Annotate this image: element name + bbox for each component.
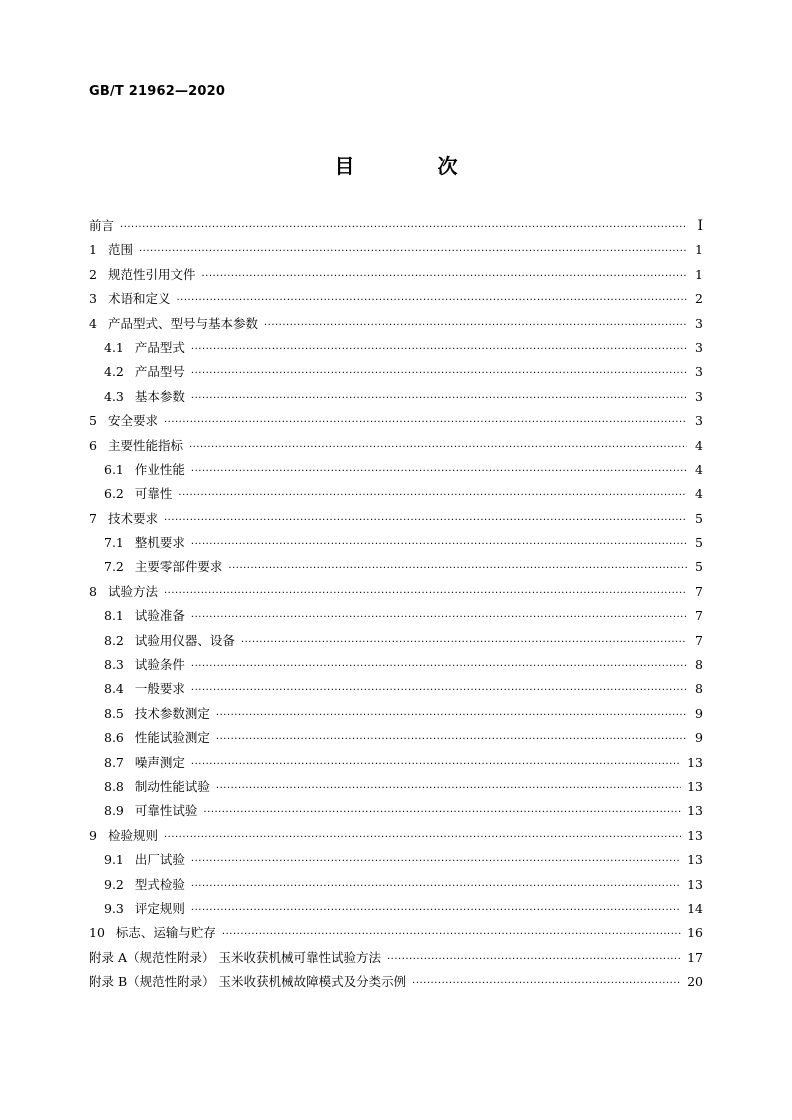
toc-entry-page: 1 (695, 266, 703, 282)
toc-entry[interactable] (89, 604, 703, 628)
toc-entry[interactable] (89, 946, 703, 970)
toc-entry[interactable] (89, 775, 703, 799)
toc-entry-title: 可靠性 (134, 486, 173, 502)
toc-entry-page: 14 (687, 900, 703, 916)
toc-entry-title: 试验用仪器、设备 (134, 632, 235, 648)
toc-leader-dots (201, 265, 687, 289)
toc-entry-page: 3 (695, 388, 703, 404)
toc-entry[interactable] (89, 897, 703, 921)
toc-entry-title: 产品型式、型号与基本参数 (107, 315, 258, 331)
toc-entry-number: 4.2 (104, 364, 124, 380)
toc-entry-title: 技术要求 (107, 510, 158, 526)
toc-entry-page: I (697, 218, 703, 234)
toc-entry-page: 13 (687, 778, 703, 794)
toc-entry[interactable] (89, 970, 703, 994)
toc-entry-page: 20 (687, 974, 703, 990)
toc-entry-title: 产品型号 (134, 364, 185, 380)
toc-entry-number: 7 (89, 510, 97, 526)
toc-entry-page: 3 (695, 315, 703, 331)
toc-entry-page: 16 (687, 925, 703, 941)
toc-leader-dots (203, 801, 681, 825)
toc-entry-number: 8.9 (104, 803, 124, 819)
toc-leader-dots (412, 972, 681, 996)
toc-entry-number: 9 (89, 827, 97, 843)
toc-entry-title: 基本参数 (134, 388, 185, 404)
toc-entry-number: 9.3 (104, 900, 124, 916)
toc-entry-page: 7 (695, 632, 703, 648)
toc-leader-dots (222, 923, 681, 947)
toc-leader-dots (191, 679, 687, 703)
table-of-contents (89, 214, 703, 995)
toc-entry-title: 附录 B（规范性附录） 玉米收获机械故障模式及分类示例 (89, 974, 407, 990)
toc-leader-dots (216, 777, 681, 801)
toc-leader-dots (241, 631, 687, 655)
toc-leader-dots (191, 753, 681, 777)
toc-entry[interactable] (89, 702, 703, 726)
toc-entry-number: 6.2 (104, 486, 124, 502)
toc-entry[interactable] (89, 531, 703, 555)
toc-entry-title: 型式检验 (134, 876, 185, 892)
toc-entry-page: 9 (695, 705, 703, 721)
toc-entry-number: 8.2 (104, 632, 124, 648)
toc-entry-page: 7 (695, 583, 703, 599)
toc-entry-title: 试验方法 (107, 583, 158, 599)
toc-entry-number: 4.3 (104, 388, 124, 404)
toc-entry-page: 8 (695, 681, 703, 697)
toc-leader-dots (191, 338, 687, 362)
toc-leader-dots (216, 728, 687, 752)
toc-entry-title: 规范性引用文件 (107, 266, 196, 282)
toc-entry-number: 9.2 (104, 876, 124, 892)
toc-entry[interactable] (89, 360, 703, 384)
toc-entry[interactable] (89, 555, 703, 579)
toc-leader-dots (228, 557, 687, 581)
toc-entry-page: 5 (695, 510, 703, 526)
toc-entry-title: 制动性能试验 (134, 778, 210, 794)
toc-entry-title: 安全要求 (107, 413, 158, 429)
page-title: 目 次 (334, 154, 496, 178)
toc-entry-title: 前言 (89, 218, 115, 233)
toc-entry[interactable] (89, 238, 703, 262)
toc-entry[interactable] (89, 629, 703, 653)
toc-entry-number: 8.7 (104, 754, 124, 770)
toc-entry-number: 6.1 (104, 461, 124, 477)
toc-entry[interactable] (89, 873, 703, 897)
toc-leader-dots (191, 899, 681, 923)
toc-leader-dots (191, 533, 687, 557)
toc-entry-title: 噪声测定 (134, 754, 185, 770)
toc-entry-number: 8.6 (104, 730, 124, 746)
toc-entry[interactable] (89, 653, 703, 677)
toc-entry-number: 7.2 (104, 559, 124, 575)
toc-entry-title: 试验条件 (134, 657, 185, 673)
toc-entry[interactable] (89, 580, 703, 604)
toc-entry-page: 13 (687, 803, 703, 819)
toc-leader-dots (191, 387, 687, 411)
toc-entry-page: 9 (695, 730, 703, 746)
toc-entry[interactable] (89, 848, 703, 872)
toc-entry-number: 10 (89, 925, 105, 941)
toc-entry-page: 3 (695, 413, 703, 429)
standard-code: GB/T 21962—2020 (89, 84, 226, 99)
toc-entry-title: 出厂试验 (134, 852, 185, 868)
toc-entry-page: 3 (695, 364, 703, 380)
toc-entry-title: 主要性能指标 (107, 437, 183, 453)
toc-entry-number: 8.4 (104, 681, 124, 697)
toc-entry-page: 5 (695, 535, 703, 551)
toc-entry-title: 作业性能 (134, 461, 185, 477)
toc-leader-dots (387, 948, 681, 972)
toc-leader-dots (178, 484, 687, 508)
toc-entry-title: 附录 A（规范性附录） 玉米收获机械可靠性试验方法 (89, 949, 381, 965)
toc-entry-title: 一般要求 (134, 681, 185, 697)
toc-entry-page: 13 (687, 827, 703, 843)
toc-entry[interactable] (89, 263, 703, 287)
toc-leader-dots (164, 582, 687, 606)
toc-entry-title: 试验准备 (134, 608, 185, 624)
toc-leader-dots (139, 240, 687, 264)
toc-leader-dots (164, 826, 681, 850)
toc-entry[interactable] (89, 458, 703, 482)
toc-leader-dots (164, 509, 687, 533)
toc-entry[interactable] (89, 799, 703, 823)
toc-entry-title: 范围 (107, 242, 133, 258)
toc-entry[interactable] (89, 312, 703, 336)
toc-leader-dots (191, 875, 681, 899)
toc-entry-title: 检验规则 (107, 827, 158, 843)
toc-entry-title: 性能试验测定 (134, 730, 210, 746)
toc-entry[interactable] (89, 336, 703, 360)
toc-entry-title: 可靠性试验 (134, 803, 198, 819)
toc-entry-page: 4 (695, 437, 703, 453)
toc-entry[interactable] (89, 507, 703, 531)
toc-entry-page: 13 (687, 754, 703, 770)
toc-entry-title: 技术参数测定 (134, 705, 210, 721)
toc-entry-page: 4 (695, 461, 703, 477)
toc-entry[interactable] (89, 214, 703, 238)
toc-leader-dots (191, 850, 681, 874)
toc-leader-dots (191, 460, 687, 484)
toc-entry-title: 术语和定义 (107, 291, 171, 307)
toc-entry-number: 7.1 (104, 535, 124, 551)
toc-entry-number: 3 (89, 291, 97, 307)
toc-entry-page: 5 (695, 559, 703, 575)
toc-entry-title: 评定规则 (134, 900, 185, 916)
toc-entry[interactable] (89, 751, 703, 775)
toc-entry[interactable] (89, 677, 703, 701)
toc-entry-number: 1 (89, 242, 97, 258)
toc-entry-page: 17 (687, 949, 703, 965)
toc-leader-dots (216, 704, 687, 728)
toc-entry[interactable] (89, 287, 703, 311)
toc-entry-number: 5 (89, 413, 97, 429)
toc-entry-title: 整机要求 (134, 535, 185, 551)
toc-entry-page: 3 (695, 339, 703, 355)
toc-entry-number: 4.1 (104, 339, 124, 355)
toc-leader-dots (264, 314, 687, 338)
toc-entry[interactable] (89, 921, 703, 945)
toc-entry[interactable] (89, 726, 703, 750)
toc-leader-dots (191, 362, 687, 386)
toc-entry-title: 产品型式 (134, 339, 185, 355)
toc-leader-dots (176, 289, 687, 313)
toc-leader-dots (189, 436, 687, 460)
toc-entry-page: 4 (695, 486, 703, 502)
toc-entry-page: 8 (695, 657, 703, 673)
toc-entry-page: 2 (695, 291, 703, 307)
toc-entry[interactable] (89, 482, 703, 506)
toc-entry-number: 8.8 (104, 778, 124, 794)
toc-leader-dots (164, 411, 687, 435)
toc-entry-page: 13 (687, 876, 703, 892)
toc-leader-dots (191, 606, 687, 630)
toc-entry-number: 9.1 (104, 852, 124, 868)
toc-entry[interactable] (89, 824, 703, 848)
toc-entry[interactable] (89, 385, 703, 409)
toc-entry[interactable] (89, 409, 703, 433)
toc-entry-title: 标志、运输与贮存 (115, 925, 216, 941)
toc-entry-number: 4 (89, 315, 97, 331)
toc-entry-number: 8.5 (104, 705, 124, 721)
toc-entry-number: 8.3 (104, 657, 124, 673)
toc-entry-page: 13 (687, 852, 703, 868)
toc-entry[interactable] (89, 434, 703, 458)
toc-entry-page: 7 (695, 608, 703, 624)
toc-entry-number: 6 (89, 437, 97, 453)
toc-entry-page: 1 (695, 242, 703, 258)
toc-entry-number: 8 (89, 583, 97, 599)
toc-entry-number: 8.1 (104, 608, 124, 624)
toc-entry-title: 主要零部件要求 (134, 559, 223, 575)
toc-leader-dots (120, 216, 687, 240)
toc-leader-dots (191, 655, 687, 679)
toc-entry-number: 2 (89, 266, 97, 282)
